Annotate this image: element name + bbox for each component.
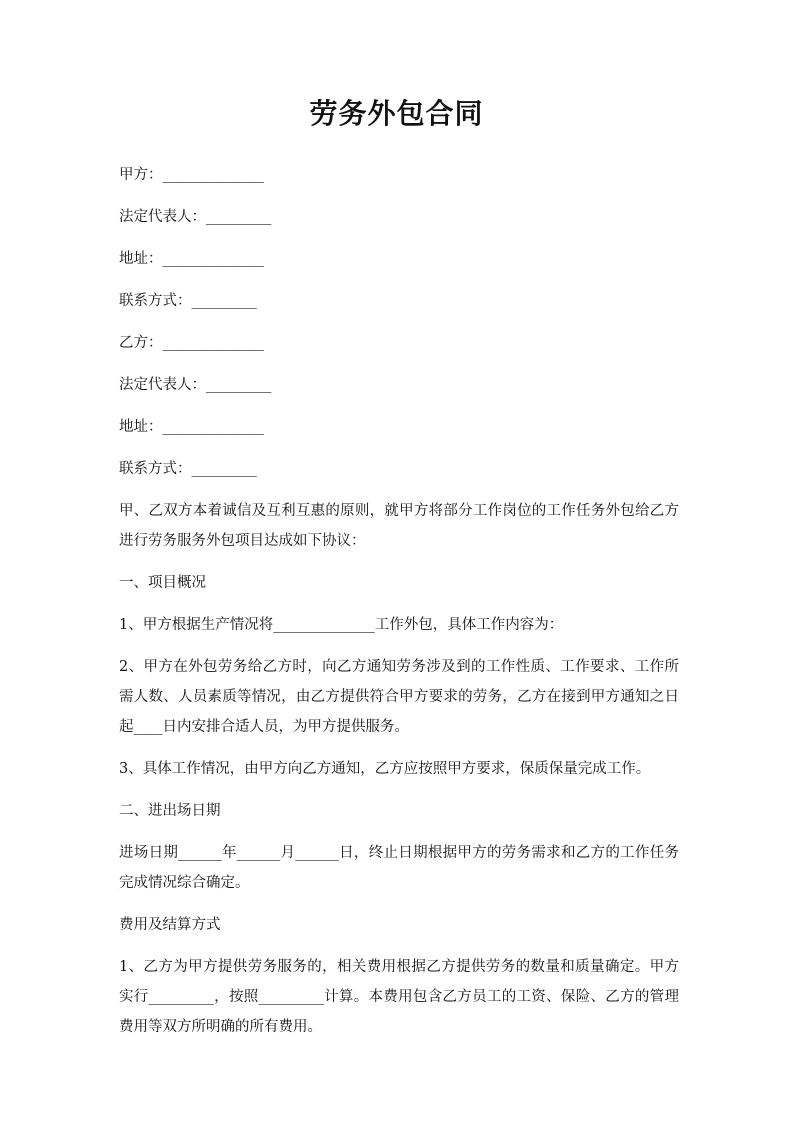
party-a-address-field: 地址：______________ <box>119 251 264 267</box>
document-title: 劳务外包合同 <box>309 97 484 130</box>
party-b-legal-rep-field: 法定代表人：_________ <box>119 377 272 393</box>
party-a-field: 甲方：______________ <box>119 167 264 183</box>
party-b-contact-field: 联系方式：_________ <box>119 461 257 477</box>
party-a-contact-field: 联系方式：_________ <box>119 293 257 309</box>
preamble-paragraph: 甲、乙双方本着诚信及互利互惠的原则，就甲方将部分工作岗位的工作任务外包给乙方进行劳务服务外包项目达成如下协议： <box>119 503 679 549</box>
party-a-legal-rep-field: 法定代表人：_________ <box>119 209 272 225</box>
section-heading-project-overview: 一、项目概况 <box>119 575 206 591</box>
clause-1-1: 1、甲方根据生产情况将______________工作外包，具体工作内容为： <box>119 617 564 633</box>
party-b-field: 乙方：______________ <box>119 335 264 351</box>
clause-2-entry-date: 进场日期______年______月______日，终止日期根据甲方的劳务需求和乙方的工作任务完成情况综合确定。 <box>119 845 679 891</box>
section-heading-fees-settlement: 费用及结算方式 <box>119 917 221 933</box>
clause-3-1: 1、乙方为甲方提供劳务服务的，相关费用根据乙方提供劳务的数量和质量确定。甲方实行_________，按照_________计算。本费用包含乙方员工的工资、保险、乙方的管理费用等双方所明确的所有费用。 <box>119 959 679 1035</box>
document-body <box>119 160 679 1054</box>
party-b-address-field: 地址：______________ <box>119 419 264 435</box>
clause-1-2: 2、甲方在外包劳务给乙方时，向乙方通知劳务涉及到的工作性质、工作要求、工作所需人数、人员素质等情况，由乙方提供符合甲方要求的劳务，乙方在接到甲方通知之日起____日内安排合适人员，为甲方提供服务。 <box>119 659 679 735</box>
section-heading-entry-exit-dates: 二、进出场日期 <box>119 803 221 819</box>
clause-1-3: 3、具体工作情况，由甲方向乙方通知，乙方应按照甲方要求，保质保量完成工作。 <box>119 761 651 777</box>
